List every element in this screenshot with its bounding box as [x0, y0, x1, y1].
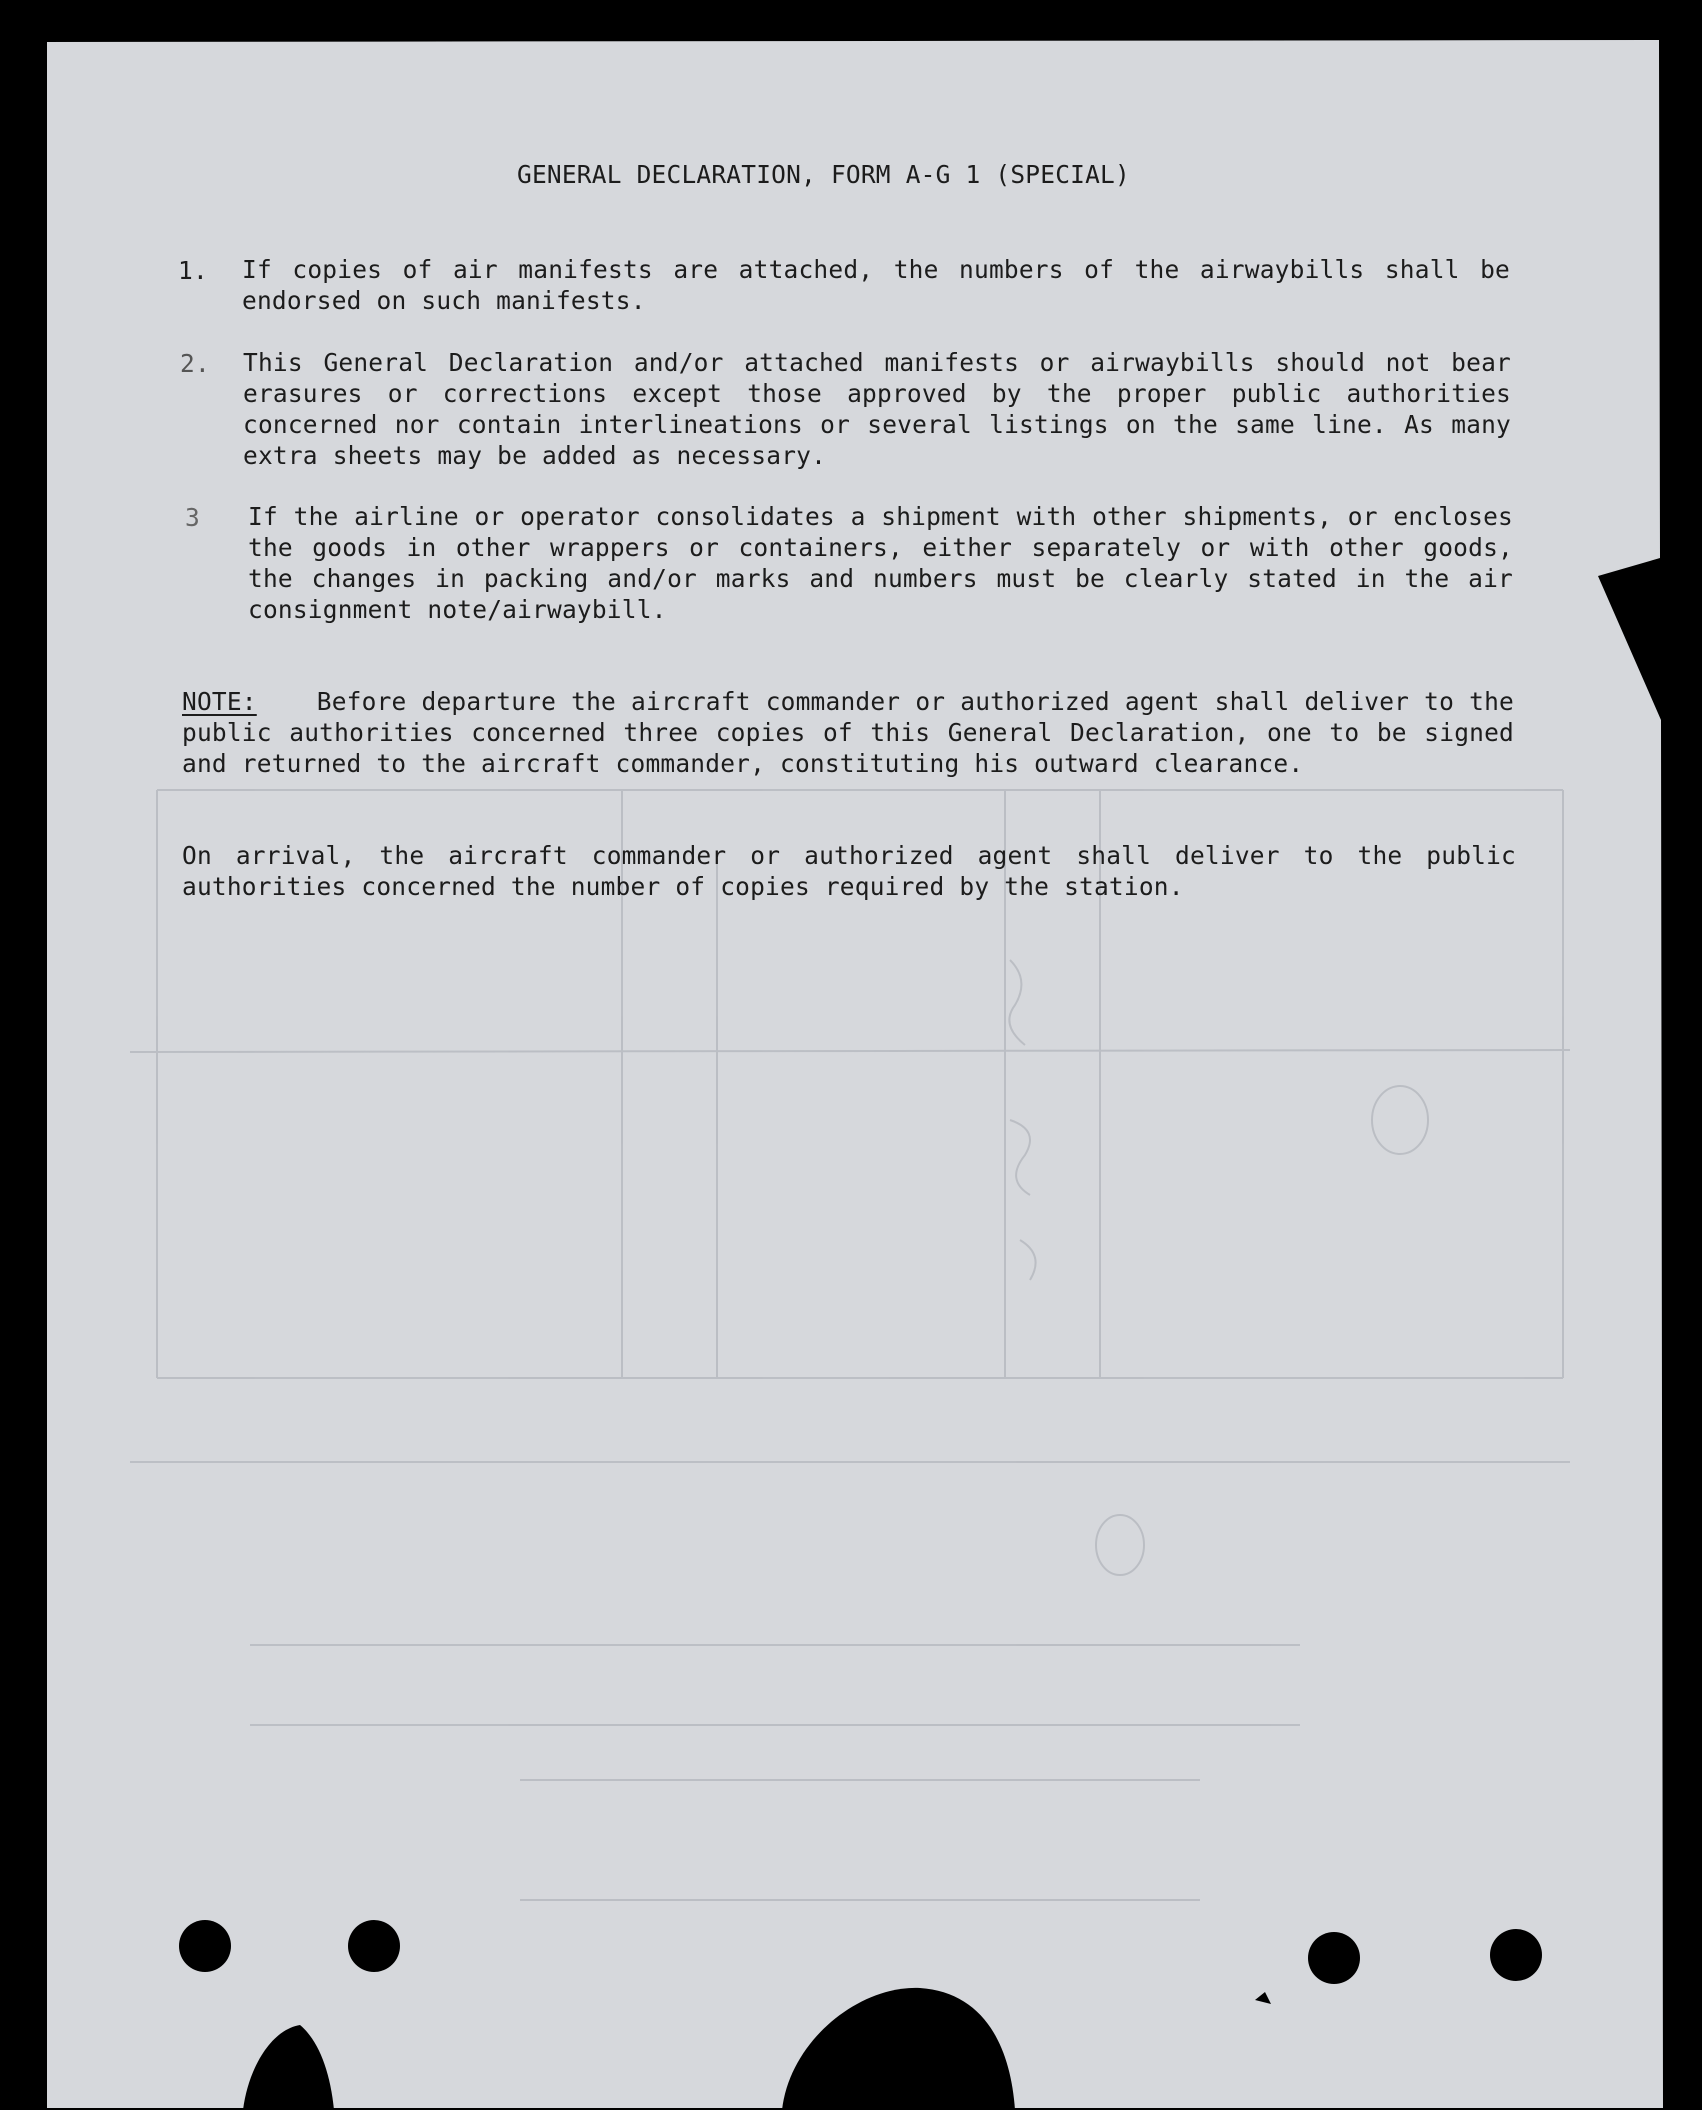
note-text: Before departure the aircraft commander or authorized agent shall deliver to the public authorities concerned three copies of this General Declaration, one to be signed and returned to the aircraft commander, constituting his outward clearance.: [182, 687, 1514, 778]
item-text: This General Declaration and/or attached manifests or airwaybills should not bear erasures or corrections except those approved by the proper public authorities concerned nor contain interlineations or several listings on the same line. As many extra sheets may be added as necessary.: [243, 348, 1511, 470]
page-title: GENERAL DECLARATION, FORM A-G 1 (SPECIAL): [517, 160, 1130, 189]
item-number: 1.: [178, 256, 208, 285]
note-label: NOTE:: [182, 687, 257, 716]
arrival-paragraph: On arrival, the aircraft commander or authorized agent shall deliver to the public authorities concerned the number of copies required by the station.: [182, 841, 1516, 901]
note-paragraph: [182, 686, 1514, 779]
item-text: If the airline or operator consolidates a shipment with other shipments, or encloses the goods in other wrappers or containers, either separately or with other goods, the changes in packing and/or marks and numbers must be clearly stated in the air consignment note/airwaybill.: [248, 502, 1513, 624]
item-text: If copies of air manifests are attached, the numbers of the airwaybills shall be endorsed on such manifests.: [242, 255, 1510, 315]
item-number: 3: [185, 503, 200, 532]
item-number: 2.: [180, 349, 210, 378]
